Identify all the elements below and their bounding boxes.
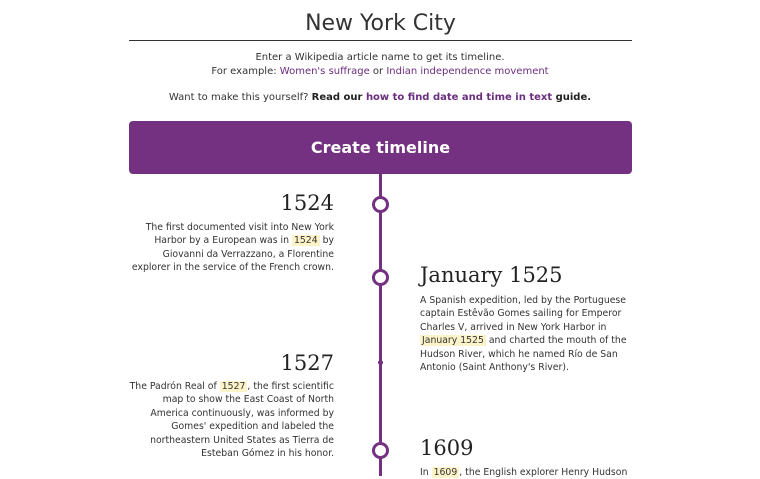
intro-text bbox=[0, 52, 760, 63]
examples-or: or bbox=[369, 66, 387, 77]
event-description bbox=[122, 380, 334, 460]
create-timeline-button[interactable]: Create timeline bbox=[129, 121, 632, 174]
example-link-womens-suffrage[interactable]: Women's suffrage bbox=[279, 66, 370, 77]
event-text: and charted the mouth of the Hudson River, which he named Río de San Antonio (Saint Anthony's River). bbox=[420, 335, 627, 374]
event-date: January 1525 bbox=[420, 263, 563, 287]
event-text: In bbox=[420, 467, 432, 478]
event-text: A Spanish expedition, led by the Portuguese captain Estêvão Gomes sailing for Emperor Charles V, arrived in New York Harbor in bbox=[420, 295, 626, 333]
event-date: 1524 bbox=[280, 191, 334, 215]
event-text: by Giovanni da Verrazzano, a Florentine explorer in the service of the French crown. bbox=[131, 235, 334, 274]
event-text: The Padrón Real of bbox=[129, 381, 220, 392]
guide-bold-prefix: Read our bbox=[311, 92, 366, 103]
date-highlight: 1609 bbox=[433, 467, 458, 478]
search-field[interactable] bbox=[129, 8, 632, 41]
guide-link[interactable]: how to find date and time in text bbox=[365, 92, 553, 103]
event-text: , the English explorer Henry Hudson bbox=[459, 467, 628, 478]
intro-line: Enter a Wikipedia article name to get its timeline. bbox=[255, 52, 505, 63]
event-description bbox=[420, 294, 638, 374]
timeline-node-january-1525 bbox=[372, 269, 389, 286]
timeline-axis bbox=[379, 174, 382, 476]
example-link-indian-independence[interactable]: Indian independence movement bbox=[386, 66, 549, 77]
guide-suffix: guide. bbox=[552, 92, 592, 103]
date-highlight: 1527 bbox=[221, 381, 246, 392]
article-search-input[interactable] bbox=[129, 8, 632, 39]
event-text: The first documented visit into New York Harbor by a European was in bbox=[145, 222, 334, 247]
timeline-node-1609 bbox=[372, 442, 389, 459]
event-description bbox=[420, 466, 638, 479]
examples-prefix: For example: bbox=[211, 66, 280, 77]
event-description bbox=[122, 221, 334, 275]
guide-line bbox=[0, 92, 760, 103]
guide-prefix: Want to make this yourself? bbox=[168, 92, 312, 103]
date-highlight: 1524 bbox=[293, 235, 318, 247]
timeline-node-1524 bbox=[372, 196, 389, 213]
timeline-marker-1527 bbox=[378, 360, 383, 365]
event-date: 1527 bbox=[280, 351, 334, 375]
date-highlight: January 1525 bbox=[422, 335, 484, 347]
examples-line bbox=[0, 66, 760, 77]
event-text: , the first scientific map to show the East Coast of North America continuously, was informed by Gomes' expedition and labeled the northeastern United States as Tierra de Esteban Gómez in his honor. bbox=[150, 381, 334, 460]
event-date: 1609 bbox=[420, 436, 474, 460]
